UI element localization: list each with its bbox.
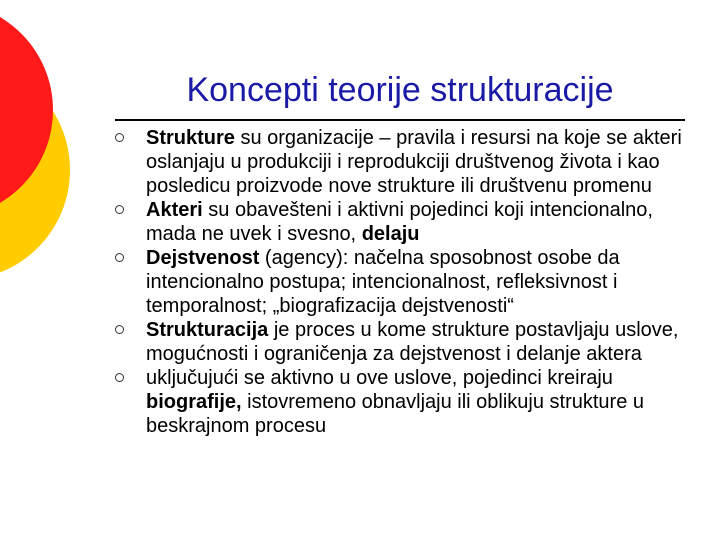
bullet-list (112, 126, 692, 438)
circle-bullet-icon (115, 373, 124, 382)
title-divider (115, 119, 685, 121)
circle-bullet-icon (115, 133, 124, 142)
list-item (112, 366, 692, 438)
item-text: su organizacije – pravila i resursi na koje se akteri oslanjaju u produkciji i reprodukciji društvenog života i kao posledicu proizvode nove strukture ili društvenu promenu (146, 127, 682, 197)
list-item (112, 126, 692, 198)
term: delaju (361, 223, 420, 245)
term: Akteri (146, 199, 203, 221)
term: Strukture (146, 127, 235, 149)
list-item (112, 318, 692, 366)
item-text: istovremeno obnavljaju ili oblikuju strukture u beskrajnom procesu (146, 391, 644, 437)
item-text: uključujući se aktivno u ove uslove, pojedinci kreiraju (146, 367, 613, 389)
term: Dejstvenost (146, 247, 260, 269)
item-text: je proces u kome strukture postavljaju uslove, mogućnosti i ograničenja za dejstvenost i delanje aktera (146, 319, 679, 365)
item-text: su obavešteni i aktivni pojedinci koji intencionalno, mada ne uvek i svesno, (146, 199, 653, 245)
list-item (112, 198, 692, 246)
term: Strukturacija (146, 319, 269, 341)
decorative-circles (0, 0, 120, 300)
list-item (112, 246, 692, 318)
item-text: (agency): načelna sposobnost osobe da intencionalno postupa; intencionalnost, refleksivnost i temporalnost; „biografizacija dejstvenosti“ (146, 247, 620, 317)
circle-bullet-icon (115, 253, 124, 262)
circle-bullet-icon (115, 205, 124, 214)
circle-bullet-icon (115, 325, 124, 334)
term: biografije, (146, 391, 242, 413)
slide-title: Koncepti teorije strukturacije (186, 71, 614, 109)
